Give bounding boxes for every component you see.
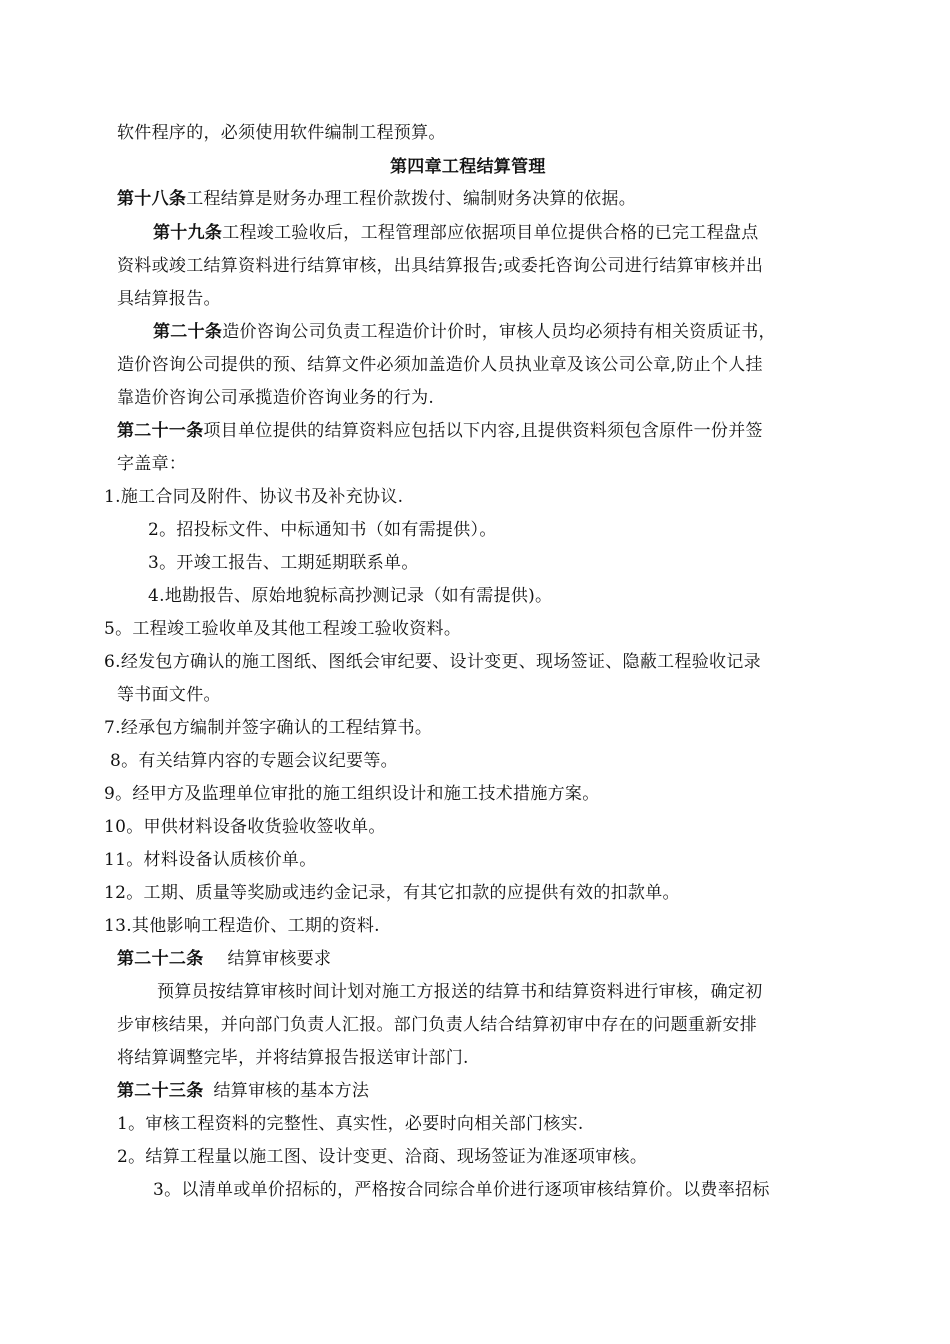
article-18-label: 第十八条 <box>117 189 187 209</box>
intro-line: 软件程序的，必须使用软件编制工程预算。 <box>117 123 446 143</box>
list-item: 5。工程竣工验收单及其他工程竣工验收资料。 <box>104 619 462 639</box>
article-23-title: 结算审核的基本方法 <box>213 1081 370 1101</box>
article-20-line-2: 造价咨询公司提供的预、结算文件必须加盖造价人员执业章及该公司公章,防止个人挂 <box>117 355 763 375</box>
chapter-title: 第四章工程结算管理 <box>390 157 546 177</box>
article-23-label: 第二十三条 <box>117 1081 204 1101</box>
list-item: 4.地勘报告、原始地貌标高抄测记录（如有需提供)。 <box>148 586 553 606</box>
article-19-line-3: 具结算报告。 <box>117 289 221 309</box>
article-19-label: 第十九条 <box>153 223 223 243</box>
article-20-text-1: 造价咨询公司负责工程造价计价时，审核人员均必须持有相关资质证书， <box>222 322 776 342</box>
list-item: 13.其他影响工程造价、工期的资料. <box>104 916 380 936</box>
article-21-line-2: 字盖章： <box>117 454 187 474</box>
list-item: 10。甲供材料设备收货验收签收单。 <box>104 817 386 837</box>
list-item: 11。材料设备认质核价单。 <box>104 850 317 870</box>
article-20-line-1 <box>153 321 776 343</box>
list-item: 12。工期、质量等奖励或违约金记录，有其它扣款的应提供有效的扣款单。 <box>104 883 680 903</box>
article-22-heading <box>117 948 331 970</box>
list-item: 2。招投标文件、中标通知书（如有需提供）。 <box>148 520 497 540</box>
article-22-line-2: 步审核结果，并向部门负责人汇报。部门负责人结合结算初审中存在的问题重新安排 <box>117 1015 758 1035</box>
list-item: 2。结算工程量以施工图、设计变更、洽商、现场签证为准逐项审核。 <box>117 1147 648 1167</box>
list-item: 1.施工合同及附件、协议书及补充协议. <box>104 487 404 507</box>
article-19-text-1: 工程竣工验收后，工程管理部应依据项目单位提供合格的已完工程盘点 <box>222 223 759 243</box>
list-item: 6.经发包方确认的施工图纸、图纸会审纪要、设计变更、现场签证、隐蔽工程验收记录 <box>104 652 761 672</box>
article-20-line-3: 靠造价咨询公司承揽造价咨询业务的行为. <box>117 388 435 408</box>
article-22-line-1: 预算员按结算审核时间计划对施工方报送的结算书和结算资料进行审核，确定初 <box>157 982 763 1002</box>
list-item: 9。经甲方及监理单位审批的施工组织设计和施工技术措施方案。 <box>104 784 600 804</box>
list-item: 3。以清单或单价招标的，严格按合同综合单价进行逐项审核结算价。以费率招标 <box>153 1180 770 1200</box>
article-18 <box>117 188 636 210</box>
list-item: 等书面文件。 <box>117 685 221 705</box>
article-21-line-1 <box>117 420 763 442</box>
article-23-heading <box>117 1080 369 1102</box>
article-19-line-2: 资料或竣工结算资料进行结算审核，出具结算报告;或委托咨询公司进行结算审核并出 <box>117 256 764 276</box>
article-22-title: 结算审核要求 <box>227 949 332 969</box>
article-18-text: 工程结算是财务办理工程价款拨付、编制财务决算的依据。 <box>186 189 637 209</box>
list-item: 8。有关结算内容的专题会议纪要等。 <box>110 751 398 771</box>
article-22-line-3: 将结算调整完毕，并将结算报告报送审计部门. <box>117 1048 469 1068</box>
list-item: 1。审核工程资料的完整性、真实性，必要时向相关部门核实. <box>117 1114 584 1134</box>
list-item: 3。开竣工报告、工期延期联系单。 <box>148 553 419 573</box>
article-20-label: 第二十条 <box>153 322 223 342</box>
list-item: 7.经承包方编制并签字确认的工程结算书。 <box>104 718 433 738</box>
article-21-text-1: 项目单位提供的结算资料应包括以下内容,且提供资料须包含原件一份并签 <box>203 421 763 441</box>
article-21-label: 第二十一条 <box>117 421 204 441</box>
article-19-line-1 <box>153 222 759 244</box>
article-22-label: 第二十二条 <box>117 949 204 969</box>
